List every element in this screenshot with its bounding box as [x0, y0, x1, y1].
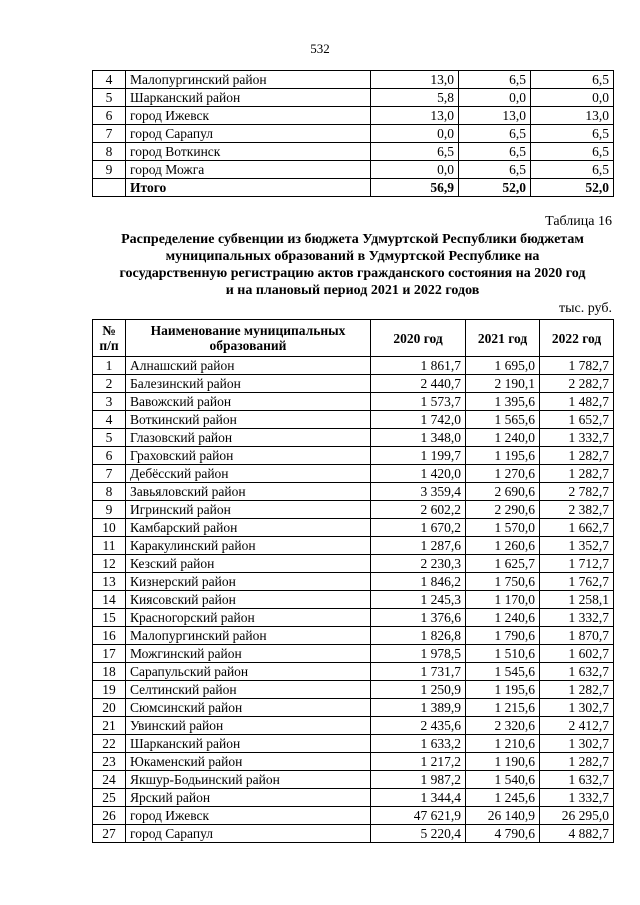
value-year2: 1 170,0: [466, 591, 540, 609]
row-name: Завьяловский район: [126, 483, 371, 501]
value-year2: 13,0: [459, 107, 531, 125]
row-number: 9: [93, 161, 126, 179]
value-year3: 2 412,7: [540, 717, 614, 735]
value-year2: 1 790,6: [466, 627, 540, 645]
value-year2: 1 565,6: [466, 411, 540, 429]
value-year3: 6,5: [531, 143, 614, 161]
table-row: [93, 681, 614, 699]
table-row: [93, 107, 614, 125]
table-row: [93, 411, 614, 429]
row-name: Игринский район: [126, 501, 371, 519]
value-year2: 1 195,6: [466, 681, 540, 699]
value-year2: 1 195,6: [466, 447, 540, 465]
row-name: Шарканский район: [126, 89, 371, 107]
value-year1: 1 389,9: [371, 699, 466, 717]
row-number: 14: [93, 591, 126, 609]
title-line: Распределение субвенции из бюджета Удмуртской Республики бюджетам: [121, 232, 584, 247]
value-year3: 1 352,7: [540, 537, 614, 555]
total-label: Итого: [126, 179, 371, 197]
row-name: Малопургинский район: [126, 71, 371, 89]
value-year3: 2 382,7: [540, 501, 614, 519]
value-year1: 2 440,7: [371, 375, 466, 393]
value-year1: 1 245,3: [371, 591, 466, 609]
row-number: 5: [93, 89, 126, 107]
total-year1: 56,9: [371, 179, 459, 197]
value-year1: 1 573,7: [371, 393, 466, 411]
row-number: 25: [93, 789, 126, 807]
row-number: 23: [93, 753, 126, 771]
value-year2: 6,5: [459, 71, 531, 89]
table-row: [93, 555, 614, 573]
value-year3: 1 282,7: [540, 465, 614, 483]
row-number: 1: [93, 357, 126, 375]
row-name: Сюмсинский район: [126, 699, 371, 717]
value-year1: 1 420,0: [371, 465, 466, 483]
value-year2: 6,5: [459, 125, 531, 143]
value-year1: 13,0: [371, 107, 459, 125]
row-number: 10: [93, 519, 126, 537]
value-year1: 1 287,6: [371, 537, 466, 555]
row-number: 21: [93, 717, 126, 735]
row-number: 22: [93, 735, 126, 753]
value-year2: 1 695,0: [466, 357, 540, 375]
value-year1: 1 633,2: [371, 735, 466, 753]
row-name: Увинский район: [126, 717, 371, 735]
page-number: 532: [310, 41, 330, 56]
value-year1: 1 376,6: [371, 609, 466, 627]
header-name: Наименование муниципальных образований: [126, 320, 371, 357]
value-year3: 1 632,7: [540, 663, 614, 681]
value-year2: 0,0: [459, 89, 531, 107]
row-number: 2: [93, 375, 126, 393]
value-year3: 1 602,7: [540, 645, 614, 663]
table-row: [93, 735, 614, 753]
value-year3: 2 782,7: [540, 483, 614, 501]
row-number: 9: [93, 501, 126, 519]
row-name: Глазовский район: [126, 429, 371, 447]
value-year2: 4 790,6: [466, 825, 540, 843]
row-number: 4: [93, 71, 126, 89]
row-name: город Ижевск: [126, 107, 371, 125]
value-year2: 2 320,6: [466, 717, 540, 735]
value-year2: 2 290,6: [466, 501, 540, 519]
row-number: 7: [93, 465, 126, 483]
value-year3: 1 332,7: [540, 429, 614, 447]
value-year3: 6,5: [531, 125, 614, 143]
table-row: [93, 429, 614, 447]
row-name: Красногорский район: [126, 609, 371, 627]
value-year1: 5 220,4: [371, 825, 466, 843]
table-row: [93, 357, 614, 375]
table-row: [93, 627, 614, 645]
value-year1: 1 250,9: [371, 681, 466, 699]
value-year3: 4 882,7: [540, 825, 614, 843]
table-row: [93, 663, 614, 681]
table-row: [93, 125, 614, 143]
value-year2: 26 140,9: [466, 807, 540, 825]
table-row: [93, 645, 614, 663]
value-year2: 1 540,6: [466, 771, 540, 789]
header-2021: 2021 год: [466, 320, 540, 357]
value-year2: 1 240,0: [466, 429, 540, 447]
value-year1: 5,8: [371, 89, 459, 107]
row-name: Воткинский район: [126, 411, 371, 429]
table-row: [93, 789, 614, 807]
value-year1: 1 978,5: [371, 645, 466, 663]
header-number: № п/п: [93, 320, 126, 357]
row-name: Граховский район: [126, 447, 371, 465]
value-year2: 1 750,6: [466, 573, 540, 591]
table-row: [93, 609, 614, 627]
value-year3: 1 282,7: [540, 753, 614, 771]
table-row: [93, 375, 614, 393]
row-number: 3: [93, 393, 126, 411]
value-year3: 0,0: [531, 89, 614, 107]
row-name: Вавожский район: [126, 393, 371, 411]
value-year1: 1 987,2: [371, 771, 466, 789]
value-year1: 0,0: [371, 161, 459, 179]
value-year2: 1 245,6: [466, 789, 540, 807]
row-number: 5: [93, 429, 126, 447]
value-year2: 2 190,1: [466, 375, 540, 393]
row-number: 20: [93, 699, 126, 717]
value-year3: 6,5: [531, 161, 614, 179]
row-number: 27: [93, 825, 126, 843]
value-year1: 2 435,6: [371, 717, 466, 735]
value-year2: 1 260,6: [466, 537, 540, 555]
table-row: [93, 143, 614, 161]
value-year3: 1 302,7: [540, 699, 614, 717]
row-name: Сарапульский район: [126, 663, 371, 681]
table-row: [93, 447, 614, 465]
value-year3: 1 332,7: [540, 789, 614, 807]
row-name: Дебёсский район: [126, 465, 371, 483]
value-year1: 1 199,7: [371, 447, 466, 465]
value-year1: 1 846,2: [371, 573, 466, 591]
row-name: Камбарский район: [126, 519, 371, 537]
table-row: [93, 501, 614, 519]
value-year3: 6,5: [531, 71, 614, 89]
total-row: [93, 179, 614, 197]
row-name: Шарканский район: [126, 735, 371, 753]
table-row: [93, 591, 614, 609]
table-row: [93, 753, 614, 771]
value-year3: 1 632,7: [540, 771, 614, 789]
value-year1: 13,0: [371, 71, 459, 89]
total-number: [93, 179, 126, 197]
value-year1: 2 230,3: [371, 555, 466, 573]
row-number: 8: [93, 483, 126, 501]
row-name: город Можга: [126, 161, 371, 179]
total-year2: 52,0: [459, 179, 531, 197]
row-name: город Сарапул: [126, 825, 371, 843]
table-row: [93, 717, 614, 735]
value-year3: 1 782,7: [540, 357, 614, 375]
value-year3: 1 282,7: [540, 447, 614, 465]
value-year3: 2 282,7: [540, 375, 614, 393]
row-name: Малопургинский район: [126, 627, 371, 645]
value-year2: 1 270,6: [466, 465, 540, 483]
table-row: [93, 537, 614, 555]
row-number: 26: [93, 807, 126, 825]
value-year1: 1 670,2: [371, 519, 466, 537]
title-line: муниципальных образований в Удмуртской Республике на: [165, 249, 540, 264]
row-name: город Сарапул: [126, 125, 371, 143]
value-year3: 1 302,7: [540, 735, 614, 753]
title-line: государственную регистрацию актов гражданского состояния на 2020 год: [119, 266, 586, 281]
row-number: 15: [93, 609, 126, 627]
total-year3: 52,0: [531, 179, 614, 197]
value-year1: 1 742,0: [371, 411, 466, 429]
table-row: [93, 573, 614, 591]
title-line: и на плановый период 2021 и 2022 годов: [225, 283, 480, 298]
value-year1: 1 217,2: [371, 753, 466, 771]
value-year3: 1 258,1: [540, 591, 614, 609]
value-year3: 26 295,0: [540, 807, 614, 825]
value-year1: 1 348,0: [371, 429, 466, 447]
row-number: 18: [93, 663, 126, 681]
header-row: [93, 320, 614, 357]
value-year3: 13,0: [531, 107, 614, 125]
row-name: Якшур-Бодьинский район: [126, 771, 371, 789]
row-number: 4: [93, 411, 126, 429]
row-name: Можгинский район: [126, 645, 371, 663]
value-year2: 1 510,6: [466, 645, 540, 663]
row-number: 13: [93, 573, 126, 591]
value-year2: 1 190,6: [466, 753, 540, 771]
table-number: Таблица 16: [545, 214, 612, 229]
row-number: 6: [93, 107, 126, 125]
row-number: 11: [93, 537, 126, 555]
table-row: [93, 483, 614, 501]
value-year1: 3 359,4: [371, 483, 466, 501]
row-name: Кизнерский район: [126, 573, 371, 591]
value-year1: 1 861,7: [371, 357, 466, 375]
table-row: [93, 71, 614, 89]
subvention-table: [92, 319, 614, 843]
value-year2: 6,5: [459, 143, 531, 161]
value-year2: 1 240,6: [466, 609, 540, 627]
value-year1: 6,5: [371, 143, 459, 161]
row-name: Кезский район: [126, 555, 371, 573]
table-row: [93, 807, 614, 825]
row-number: 8: [93, 143, 126, 161]
value-year2: 1 215,6: [466, 699, 540, 717]
header-2022: 2022 год: [540, 320, 614, 357]
value-year1: 1 731,7: [371, 663, 466, 681]
value-year1: 47 621,9: [371, 807, 466, 825]
table-row: [93, 161, 614, 179]
row-name: Балезинский район: [126, 375, 371, 393]
table-row: [93, 771, 614, 789]
table-row: [93, 393, 614, 411]
value-year3: 1 332,7: [540, 609, 614, 627]
value-year2: 1 210,6: [466, 735, 540, 753]
row-name: Ярский район: [126, 789, 371, 807]
table-row: [93, 825, 614, 843]
header-2020: 2020 год: [371, 320, 466, 357]
row-name: город Воткинск: [126, 143, 371, 161]
value-year2: 6,5: [459, 161, 531, 179]
value-year2: 1 570,0: [466, 519, 540, 537]
value-year3: 1 762,7: [540, 573, 614, 591]
row-number: 17: [93, 645, 126, 663]
value-year2: 2 690,6: [466, 483, 540, 501]
value-year2: 1 395,6: [466, 393, 540, 411]
row-name: Алнашский район: [126, 357, 371, 375]
table-row: [93, 89, 614, 107]
value-year1: 1 344,4: [371, 789, 466, 807]
row-number: 7: [93, 125, 126, 143]
row-name: Юкаменский район: [126, 753, 371, 771]
value-year3: 1 712,7: [540, 555, 614, 573]
row-number: 19: [93, 681, 126, 699]
units-label: тыс. руб.: [559, 301, 612, 316]
value-year2: 1 545,6: [466, 663, 540, 681]
value-year1: 0,0: [371, 125, 459, 143]
value-year3: 1 652,7: [540, 411, 614, 429]
row-number: 24: [93, 771, 126, 789]
value-year1: 2 602,2: [371, 501, 466, 519]
row-name: город Ижевск: [126, 807, 371, 825]
row-number: 6: [93, 447, 126, 465]
value-year3: 1 282,7: [540, 681, 614, 699]
table-title: [90, 231, 615, 299]
value-year2: 1 625,7: [466, 555, 540, 573]
row-name: Селтинский район: [126, 681, 371, 699]
row-number: 12: [93, 555, 126, 573]
table-row: [93, 519, 614, 537]
value-year3: 1 482,7: [540, 393, 614, 411]
value-year1: 1 826,8: [371, 627, 466, 645]
table-previous-continued: [92, 70, 614, 197]
value-year3: 1 870,7: [540, 627, 614, 645]
row-name: Каракулинский район: [126, 537, 371, 555]
table-row: [93, 465, 614, 483]
value-year3: 1 662,7: [540, 519, 614, 537]
row-name: Киясовский район: [126, 591, 371, 609]
table-row: [93, 699, 614, 717]
row-number: 16: [93, 627, 126, 645]
